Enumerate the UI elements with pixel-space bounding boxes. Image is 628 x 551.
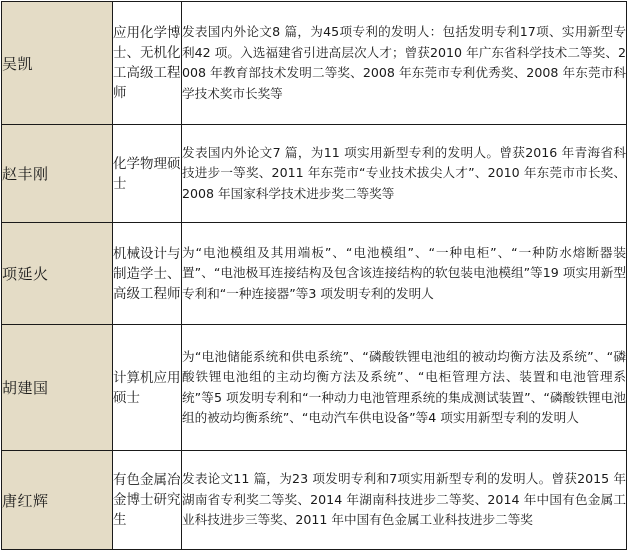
person-description: 为“电池模组及其用端板”、“电池模组”、“一种电柜”、“一种防水熔断器装置”、“电池极耳连接结构及包含该连接结构的软包装电池模组”等19 项实用新型专利和“一种连接器”等3 项发明专利的发明人 [182,244,626,301]
person-degree: 应用化学博士、无机化工高级工程师 [113,25,181,101]
degree-cell [113,223,182,325]
person-name: 赵丰刚 [2,165,49,183]
name-cell [2,2,113,125]
person-degree: 机械设计与制造学士、高级工程师 [113,245,181,302]
person-description: 为“电池储能系统和供电系统”、“磷酸铁锂电池组的被动均衡方法及系统”、“磷酸铁锂电池组的主动均衡方法及系统”、“电柜管理方法、装置和电池管理系统”等5 项发明专利和“一种动力电池管理系统的集成测试装置”、“磷酸铁锂电池组的被动均衡系统”、“电动汽车供电设备”等4 项实用新型专利的发明人 [182,348,626,425]
table-row [2,125,627,223]
table-row [2,223,627,325]
degree-cell [113,451,182,550]
name-cell [2,451,113,550]
description-cell [182,223,627,325]
degree-cell [113,325,182,451]
name-cell [2,125,113,223]
person-name: 吴凯 [2,54,34,73]
person-degree: 计算机应用硕士 [113,369,181,406]
description-cell [182,2,627,125]
table-row [2,451,627,550]
name-cell [2,223,113,325]
person-name: 项延火 [2,265,49,283]
name-cell [2,325,113,451]
person-name: 唐红辉 [2,491,49,510]
description-cell [182,451,627,550]
person-description: 发表国内外论文8 篇，为45项专利的发明人：包括发明专利17项、实用新型专利42 项。入选福建省引进高层次人才；曾获2010 年广东省科学技术二等奖、2008 年教育部技术发明二等奖、2008 年东莞市专利优秀奖、2008 年东莞市科学技术奖市长奖等 [182,24,626,101]
person-degree: 化学物理硕士 [113,155,181,192]
person-description: 发表论文11 篇，为23 项发明专利和7项实用新型专利的发明人。曾获2015 年湖南省专利奖二等奖、2014 年湖南科技进步二等奖、2014 年中国有色金属工业科技进步三等奖、2011 年中国有色金属工业科技进步二等奖 [182,471,626,528]
description-cell [182,125,627,223]
table-row [2,325,627,451]
description-cell [182,325,627,451]
person-description: 发表国内外论文7 篇，为11 项实用新型专利的发明人。曾获2016 年青海省科技进步一等奖、2011 年东莞市“专业技术拔尖人才”、2010 年东莞市市长奖、2008 年国家科学技术进步奖二等奖等 [182,144,626,201]
degree-cell [113,2,182,125]
personnel-table [1,1,627,550]
table-row [2,2,627,125]
person-degree: 有色金属冶金博士研究生 [113,472,181,528]
degree-cell [113,125,182,223]
person-name: 胡建国 [2,379,49,397]
